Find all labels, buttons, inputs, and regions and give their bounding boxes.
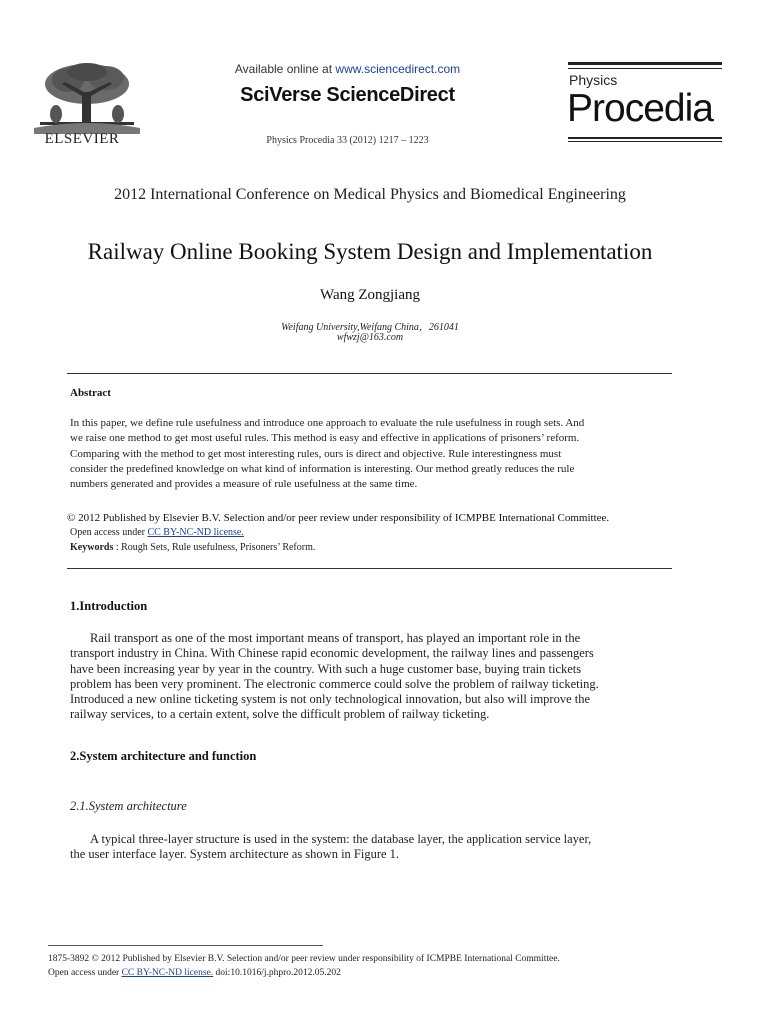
abstract-line: consider the predefined knowledge on what kind of information is interesting. Our method greatly reduces the rule xyxy=(70,462,575,475)
paragraph-line: transport industry in China. With Chinese rapid economic development, the railway lines and passengers xyxy=(70,646,594,661)
paragraph-line-text: A typical three-layer structure is used in the system: the database layer, the application service layer, xyxy=(90,832,592,846)
tree-logo-icon xyxy=(32,62,142,134)
sciencedirect-link[interactable]: www.sciencedirect.com xyxy=(335,62,461,76)
paragraph-line: railway services, to a certain extent, solve the difficult problem of railway ticketing. xyxy=(70,707,490,722)
paragraph-line: the user interface layer. System architecture as shown in Figure 1. xyxy=(70,847,400,862)
journal-rule-top-thin xyxy=(568,68,722,69)
paragraph-line: problem has been very prominent. The electronic commerce could solve the problem of railway ticketing. xyxy=(70,676,599,691)
abstract-heading: Abstract xyxy=(70,387,111,399)
journal-rule-top xyxy=(568,62,722,65)
abstract-rule-top xyxy=(67,373,672,374)
license-link[interactable]: CC BY-NC-ND license. xyxy=(147,527,244,538)
publisher-logo-text: ELSEVIER xyxy=(44,131,120,147)
paragraph-line: Introduced a new online ticketing system is not only technological innovation, but also will improve the xyxy=(70,692,591,707)
abstract-line: we raise one method to get most useful rules. This method is easy and effective in applications of prisoners’ reform. xyxy=(70,432,580,445)
open-access-line xyxy=(70,527,244,538)
author-affiliation: Weifang University,Weifang China，261041 xyxy=(281,322,459,333)
keywords-text: : Rough Sets, Rule usefulness, Prisoners’ Reform. xyxy=(113,542,316,553)
footer-doi: doi:10.1016/j.phpro.2012.05.202 xyxy=(213,968,341,978)
author-name: Wang Zongjiang xyxy=(319,287,421,303)
footer-license-link[interactable]: CC BY-NC-ND license. xyxy=(121,968,214,978)
paragraph-line-text: Rail transport as one of the most important means of transport, has played an important role in the xyxy=(90,631,581,645)
architecture-paragraph xyxy=(70,832,672,863)
journal-rule-bottom-thin xyxy=(568,141,722,142)
section-heading-introduction: 1.Introduction xyxy=(70,599,148,613)
introduction-paragraph xyxy=(70,631,672,723)
open-access-prefix: Open access under xyxy=(70,527,148,538)
keywords-label: Keywords xyxy=(70,542,114,553)
paragraph-line xyxy=(70,631,672,646)
journal-rule-bottom xyxy=(568,137,722,139)
section-heading-architecture: 2.System architecture and function xyxy=(70,749,257,763)
paper-title: Railway Online Booking System Design and Implementation xyxy=(87,239,653,264)
footer-copyright: 1875-3892 © 2012 Published by Elsevier B.V. Selection and/or peer review under responsibility of ICMPBE International Committee. xyxy=(48,954,560,964)
conference-name: 2012 International Conference on Medical Physics and Biomedical Engineering xyxy=(114,186,626,203)
available-online xyxy=(180,62,515,76)
author-email: wfwzj@163.com xyxy=(336,332,404,343)
journal-name-small: Physics xyxy=(569,72,618,88)
keywords-line xyxy=(70,542,315,553)
subsection-heading-architecture: 2.1.System architecture xyxy=(70,799,187,813)
abstract-line: numbers generated and provides a measure of rule usefulness at the same time. xyxy=(70,478,418,491)
abstract-line: Comparing with the method to get most interesting rules, ours is direct and objective. Rule interestingness must xyxy=(70,447,562,460)
abstract-line: In this paper, we define rule usefulness and introduce one approach to evaluate the rule usefulness in rough sets. And xyxy=(70,417,585,429)
paragraph-line xyxy=(70,832,672,847)
footer-doi-line xyxy=(48,968,341,978)
footnote-rule xyxy=(48,945,323,946)
platform-name: SciVerse ScienceDirect xyxy=(240,84,455,106)
available-prefix: Available online at xyxy=(234,62,336,76)
paragraph-line: have been increasing year by year in the country. With such a huge customer base, buying train tickets xyxy=(70,661,582,676)
copyright-notice: © 2012 Published by Elsevier B.V. Selection and/or peer review under responsibility of ICMPBE International Committee. xyxy=(67,512,610,524)
footer-open-access-prefix: Open access under xyxy=(48,968,122,978)
journal-citation: Physics Procedia 33 (2012) 1217 – 1223 xyxy=(266,135,429,146)
journal-name-big: Procedia xyxy=(567,87,713,130)
abstract-rule-bottom xyxy=(67,568,672,569)
abstract-body xyxy=(70,416,672,492)
